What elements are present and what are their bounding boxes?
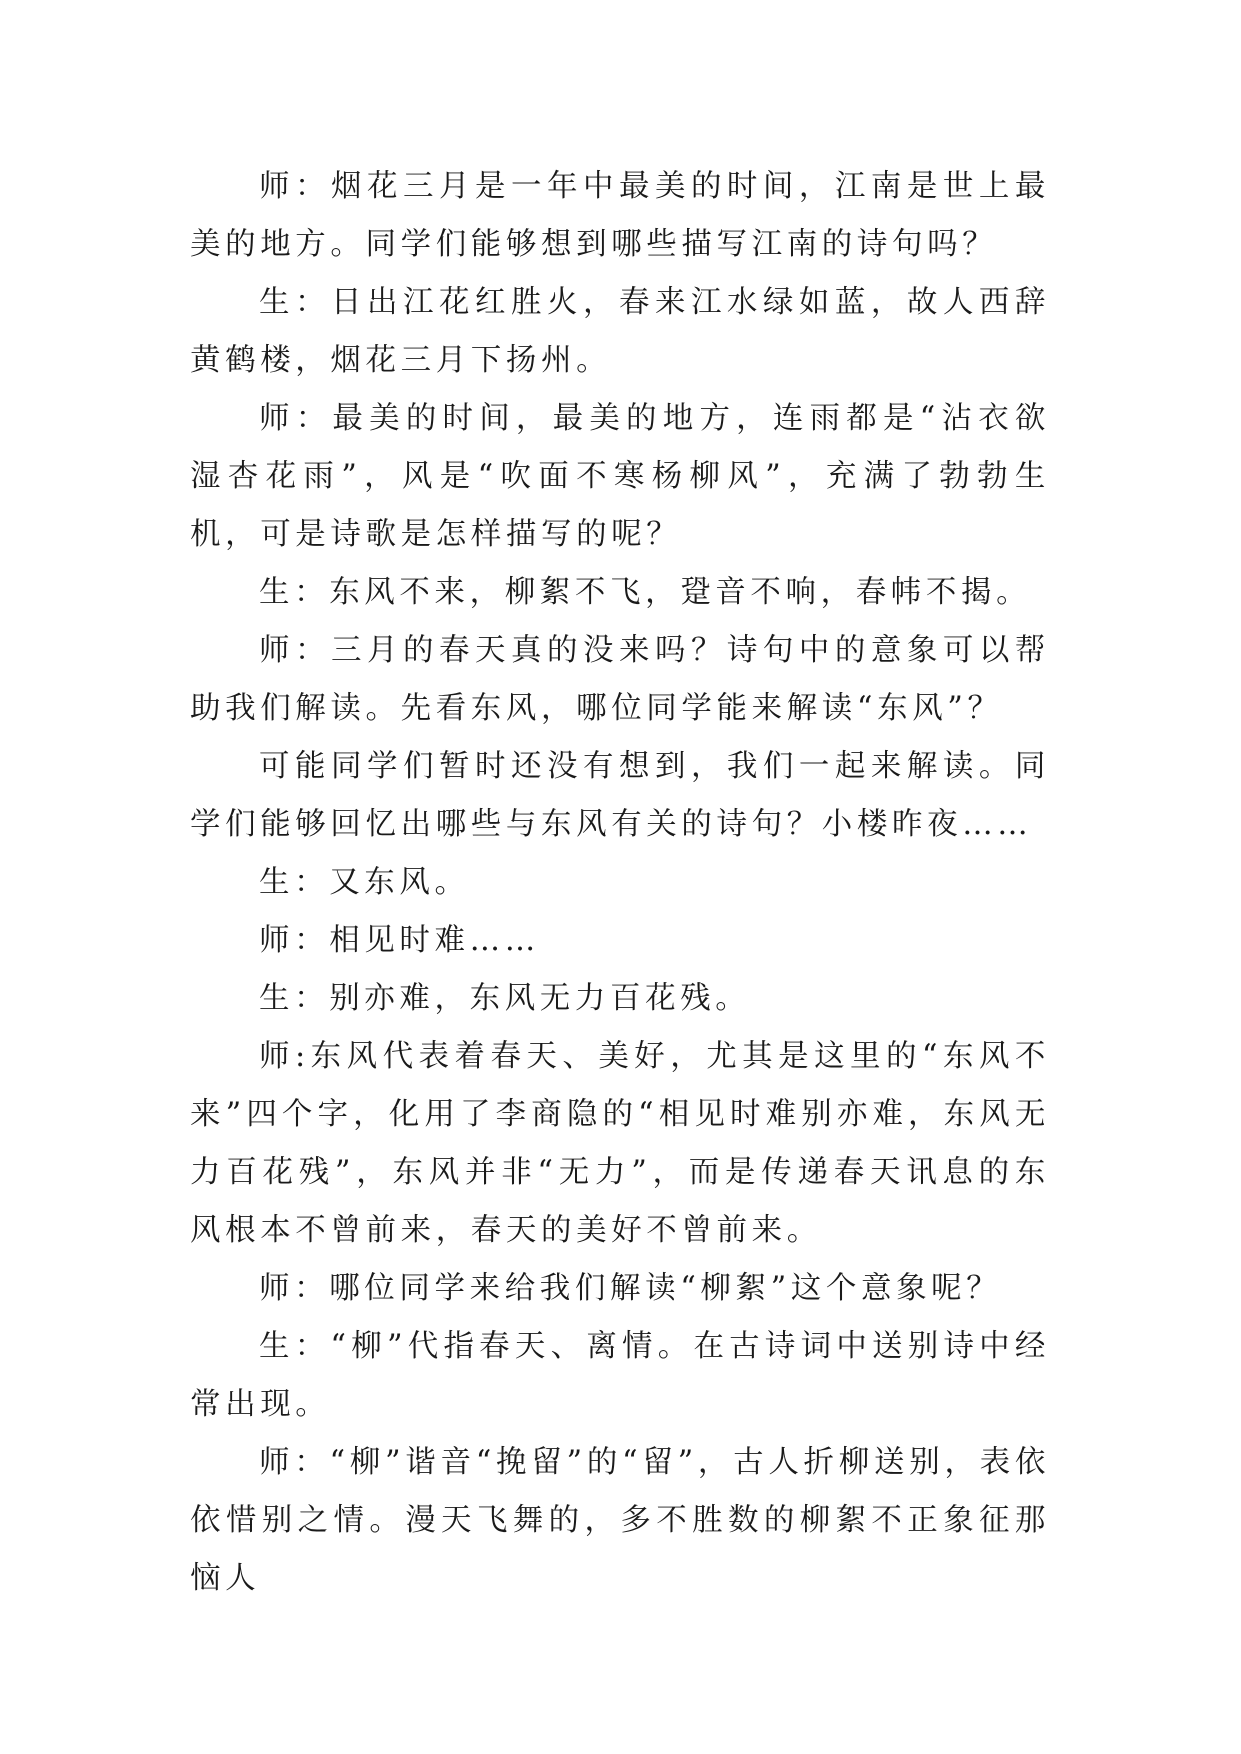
paragraph: 生：又东风。 <box>259 865 470 900</box>
paragraph: 师：“柳”谐音“挽留”的“留”，古人折柳送别，表依依惜别之情。漫天飞舞的，多不胜数的柳絮不正象征那恼人 <box>190 1445 1050 1596</box>
paragraph: 师：三月的春天真的没来吗？诗句中的意象可以帮助我们解读。先看东风，哪位同学能来解读“东风”？ <box>190 633 1050 726</box>
document-body <box>190 158 1050 1608</box>
paragraph: 师：哪位同学来给我们解读“柳絮”这个意象呢？ <box>259 1271 1002 1306</box>
paragraph: 师：最美的时间，最美的地方，连雨都是“沾衣欲湿杏花雨”，风是“吹面不寒杨柳风”，充满了勃勃生机，可是诗歌是怎样描写的呢？ <box>190 401 1050 552</box>
paragraph: 生：东风不来，柳絮不飞，跫音不响，春帏不揭。 <box>259 575 1032 610</box>
paragraph: 师:东风代表着春天、美好，尤其是这里的“东风不来”四个字，化用了李商隐的“相见时难别亦难，东风无力百花残”，东风并非“无力”，而是传递春天讯息的东风根本不曾前来，春天的美好不曾前来。 <box>190 1039 1050 1248</box>
paragraph: 师：烟花三月是一年中最美的时间，江南是世上最美的地方。同学们能够想到哪些描写江南的诗句吗？ <box>190 169 1050 262</box>
paragraph: 生：“柳”代指春天、离情。在古诗词中送别诗中经常出现。 <box>190 1329 1050 1422</box>
paragraph: 可能同学们暂时还没有想到，我们一起来解读。同学们能够回忆出哪些与东风有关的诗句？小楼昨夜…… <box>190 749 1050 842</box>
paragraph: 生：日出江花红胜火，春来江水绿如蓝，故人西辞黄鹤楼，烟花三月下扬州。 <box>190 285 1050 378</box>
paragraph: 师：相见时难…… <box>259 923 540 958</box>
paragraph: 生：别亦难，东风无力百花残。 <box>259 981 751 1016</box>
